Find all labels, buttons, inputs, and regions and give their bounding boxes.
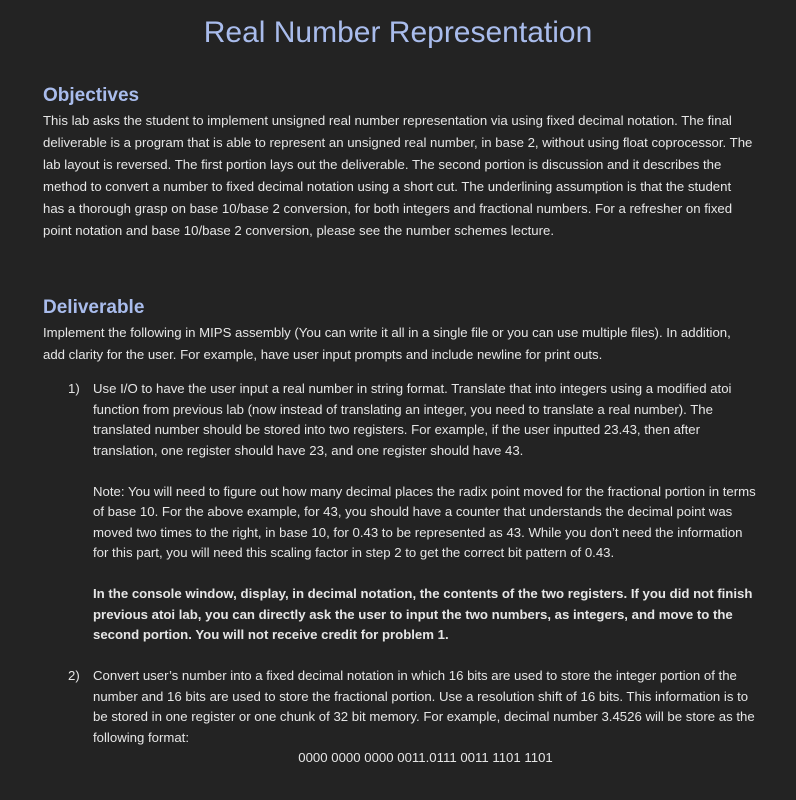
item-1-note: Note: You will need to figure out how many decimal places the radix point moved for the fractional portion in terms of base 10. For the above example, for 43, you should have a counter that understands the decimal point was moved two times to the right, in base 10, for 0.43 to be represented as 43. While you don’t need the information for this part, you will need this scaling factor in step 2 to get the correct bit pattern of 0.43. bbox=[93, 483, 756, 560]
page-title: Real Number Representation bbox=[203, 16, 593, 49]
list-item-2 bbox=[68, 666, 758, 769]
list-item-1 bbox=[68, 379, 758, 646]
objectives-paragraph: This lab asks the student to implement unsigned real number representation via using fixed decimal notation. The final deliverable is a program that is able to represent an unsigned real number, in base 2, without using float coprocessor. The lab layout is reversed. The first portion lays out the deliverable. The second portion is discussion and it describes the method to convert a number to fixed decimal notation using a short cut. The underlining assumption is that the student has a thorough grasp on base 10/base 2 conversion, for both integers and fractional numbers. For a refresher on fixed point notation and base 10/base 2 conversion, please see the number schemes lecture. bbox=[43, 113, 753, 238]
item-1-console-instruction: In the console window, display, in decimal notation, the contents of the two registers. If you did not finish previous atoi lab, you can directly ask the user to input the two numbers, as integers, and move to the second portion. You will not receive credit for problem 1. bbox=[93, 586, 753, 642]
deliverable-intro: Implement the following in MIPS assembly (You can write it all in a single file or you can use multiple files). In addition, add clarity for the user. For example, have user input prompts and include newline for print outs. bbox=[43, 325, 731, 362]
deliverable-list bbox=[68, 379, 758, 769]
list-item-number: 2) bbox=[68, 668, 80, 683]
item-2-instruction: Convert user’s number into a fixed decimal notation in which 16 bits are used to store the integer portion of the number and 16 bits are used to store the fractional portion. Use a resolution shift of 16 bits. This information is to be stored in one register or one chunk of 32 bit memory. For example, decimal number 3.4526 will be store as the following format: bbox=[93, 668, 755, 745]
item-1-instruction: Use I/O to have the user input a real number in string format. Translate that into integers using a modified atoi function from previous lab (now instead of translating an integer, you need to translate a real number). The translated number should be stored into two registers. For example, if the user inputted 23.43, then after translation, one register should have 23, and one register should have 43. bbox=[93, 381, 732, 458]
deliverable-heading: Deliverable bbox=[43, 297, 145, 318]
list-item-number: 1) bbox=[68, 381, 80, 396]
objectives-heading: Objectives bbox=[43, 85, 140, 106]
fixed-point-example: 0000 0000 0000 0011.0111 0011 1101 1101 bbox=[298, 750, 553, 765]
